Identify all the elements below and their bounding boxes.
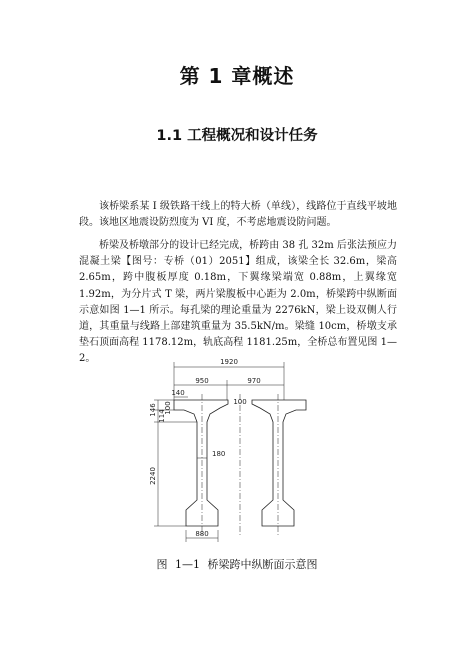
- chapter-title: 第 1 章概述: [179, 64, 295, 88]
- dim-h4: 2240: [149, 467, 157, 485]
- section-title: 1.1 工程概况和设计任务: [156, 128, 318, 144]
- dim-bottom-width: 880: [195, 530, 209, 538]
- paragraph-2: 桥梁及桥墩部分的设计已经完成，桥跨由 38 孔 32m 后张法预应力混凝土梁【图号：专桥（01）2051】组成，该梁全长 32.6m，梁高 2.65m，跨中腹板厚度 0.18m，下翼缘梁端宽 0.88m，上翼缘宽 1.92m，为分片式 T 梁，两片梁腹板中心距为 2.0m，桥梁跨中纵断面示意如图 1—1 所示。每孔梁的理论重量为 2276kN，梁上设双侧人行道，其重量与线路上部建筑重量为 35.5kN/m。梁缝 10cm，桥墩支承垫石顶面高程 1178.12m，轨底高程 1181.25m，全桥总布置见图 1—2。: [79, 240, 397, 365]
- dim-h2: 114: [158, 409, 166, 423]
- dim-cantilever: 140: [171, 389, 185, 397]
- dim-left-part: 950: [195, 377, 209, 385]
- dim-h3: 100: [164, 401, 172, 415]
- dim-h1: 146: [149, 403, 157, 417]
- dim-right-part: 970: [247, 377, 261, 385]
- figure-caption: 图 1—1 桥梁跨中纵断面示意图: [156, 558, 318, 571]
- beam-cross-section-figure: [130, 352, 364, 558]
- dim-gap: 100: [233, 398, 247, 406]
- dim-top-width: 1920: [220, 358, 238, 366]
- dim-web-thickness: 180: [212, 450, 226, 458]
- paragraph-1: 该桥梁系某 I 级铁路干线上的特大桥（单线），线路位于直线平坡地段。该地区地震设防烈度为 VI 度，不考虑地震设防问题。: [79, 201, 397, 229]
